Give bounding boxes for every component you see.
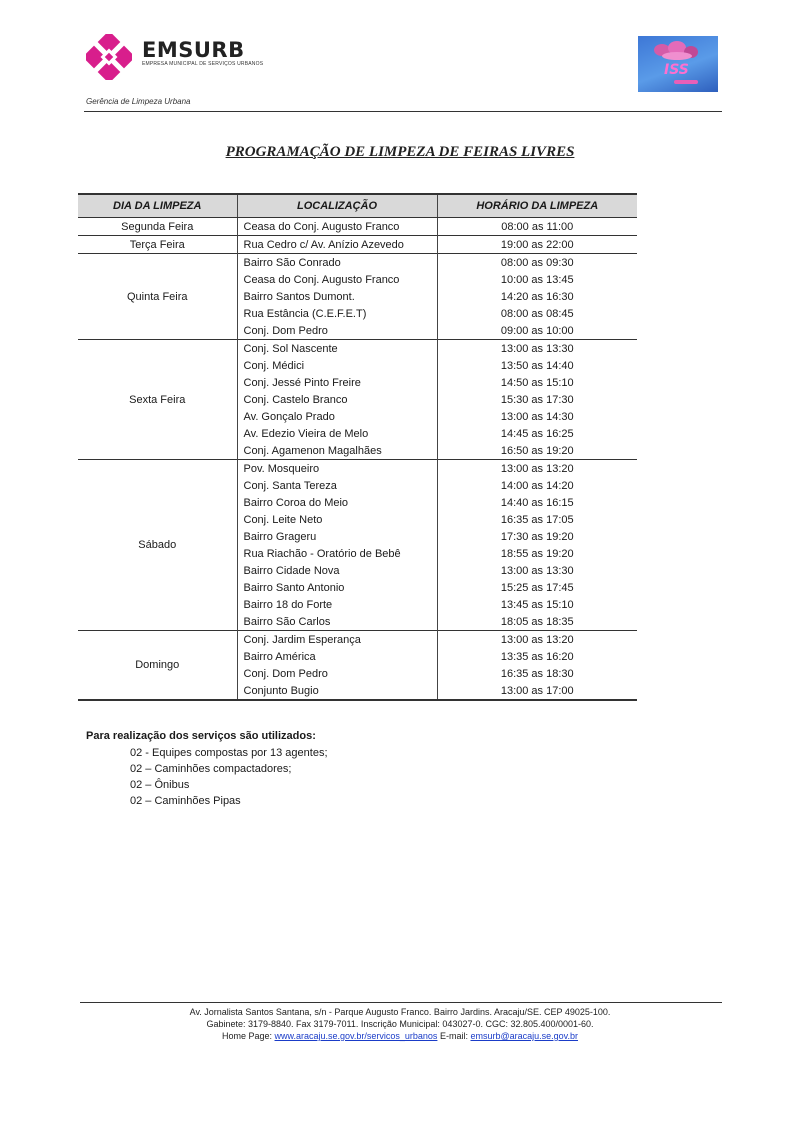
brand-subtitle: EMPRESA MUNICIPAL DE SERVIÇOS URBANOS <box>142 61 264 67</box>
column-header-day: DIA DA LIMPEZA <box>78 194 237 218</box>
schedule-body <box>78 218 637 701</box>
email-link[interactable]: emsurb@aracaju.se.gov.br <box>470 1031 579 1041</box>
home-page-link[interactable]: www.aracaju.se.gov.br/servicos_urbanos <box>274 1031 438 1041</box>
table-row <box>78 340 637 358</box>
table-row <box>78 236 637 254</box>
time-cell: 19:00 as 22:00 <box>437 236 637 254</box>
time-cell: 14:20 as 16:30 <box>437 288 637 305</box>
time-cell: 14:45 as 16:25 <box>437 425 637 442</box>
time-cell: 13:00 as 13:20 <box>437 631 637 649</box>
location-cell: Conjunto Bugio <box>237 682 437 700</box>
table-row <box>78 460 637 478</box>
resources-section <box>86 730 328 809</box>
location-cell: Rua Riachão - Oratório de Bebê <box>237 545 437 562</box>
list-item: 02 – Ônibus <box>130 779 190 791</box>
badge-text: ISS <box>664 62 689 78</box>
resources-intro: Para realização dos serviços são utilizados: <box>86 730 316 742</box>
location-cell: Bairro 18 do Forte <box>237 596 437 613</box>
day-cell: Domingo <box>78 631 237 701</box>
location-cell: Conj. Leite Neto <box>237 511 437 528</box>
day-cell: Segunda Feira <box>78 218 237 236</box>
time-cell: 13:45 as 15:10 <box>437 596 637 613</box>
table-row <box>78 631 637 649</box>
logo-cross-icon <box>86 34 132 80</box>
location-cell: Bairro Grageru <box>237 528 437 545</box>
time-cell: 13:50 as 14:40 <box>437 357 637 374</box>
time-cell: 16:35 as 17:05 <box>437 511 637 528</box>
location-cell: Bairro São Conrado <box>237 254 437 272</box>
column-header-location: LOCALIZAÇÃO <box>237 194 437 218</box>
day-cell: Terça Feira <box>78 236 237 254</box>
time-cell: 13:00 as 13:30 <box>437 340 637 358</box>
schedule-table <box>78 193 637 701</box>
location-cell: Conj. Santa Tereza <box>237 477 437 494</box>
time-cell: 08:00 as 09:30 <box>437 254 637 272</box>
time-cell: 16:35 as 18:30 <box>437 665 637 682</box>
location-cell: Conj. Jessé Pinto Freire <box>237 374 437 391</box>
time-cell: 14:40 as 16:15 <box>437 494 637 511</box>
location-cell: Conj. Médici <box>237 357 437 374</box>
time-cell: 16:50 as 19:20 <box>437 442 637 460</box>
day-cell: Sábado <box>78 460 237 631</box>
footer-address: Av. Jornalista Santos Santana, s/n - Parque Augusto Franco. Bairro Jardins. Aracaju/SE. CEP 49025-100. <box>189 1007 611 1017</box>
location-cell: Bairro Cidade Nova <box>237 562 437 579</box>
column-header-time: HORÁRIO DA LIMPEZA <box>437 194 637 218</box>
time-cell: 14:00 as 14:20 <box>437 477 637 494</box>
header-divider <box>84 111 722 112</box>
time-cell: 15:30 as 17:30 <box>437 391 637 408</box>
time-cell: 13:35 as 16:20 <box>437 648 637 665</box>
page-title <box>0 144 800 161</box>
page-title-text: PROGRAMAÇÃO DE LIMPEZA DE FEIRAS LIVRES <box>225 144 575 160</box>
time-cell: 15:25 as 17:45 <box>437 579 637 596</box>
footer <box>0 1006 800 1042</box>
location-cell: Pov. Mosqueiro <box>237 460 437 478</box>
location-cell: Ceasa do Conj. Augusto Franco <box>237 218 437 236</box>
time-cell: 18:55 as 19:20 <box>437 545 637 562</box>
time-cell: 13:00 as 17:00 <box>437 682 637 700</box>
location-cell: Bairro América <box>237 648 437 665</box>
day-cell: Sexta Feira <box>78 340 237 460</box>
iss-badge-logo <box>638 36 718 92</box>
time-cell: 13:00 as 13:20 <box>437 460 637 478</box>
table-header-row <box>78 194 637 218</box>
time-cell: 10:00 as 13:45 <box>437 271 637 288</box>
time-cell: 09:00 as 10:00 <box>437 322 637 340</box>
location-cell: Av. Gonçalo Prado <box>237 408 437 425</box>
location-cell: Bairro São Carlos <box>237 613 437 631</box>
list-item: 02 – Caminhões Pipas <box>130 795 241 807</box>
location-cell: Conj. Jardim Esperança <box>237 631 437 649</box>
list-item: 02 - Equipes compostas por 13 agentes; <box>130 747 328 759</box>
location-cell: Bairro Coroa do Meio <box>237 494 437 511</box>
table-row <box>78 254 637 272</box>
time-cell: 08:00 as 08:45 <box>437 305 637 322</box>
day-cell: Quinta Feira <box>78 254 237 340</box>
footer-links <box>0 1030 800 1042</box>
department-name: Gerência de Limpeza Urbana <box>86 97 191 106</box>
list-item: 02 – Caminhões compactadores; <box>130 763 292 775</box>
time-cell: 13:00 as 13:30 <box>437 562 637 579</box>
location-cell: Av. Edezio Vieira de Melo <box>237 425 437 442</box>
table-row <box>78 218 637 236</box>
email-label: E-mail: <box>439 1031 468 1041</box>
location-cell: Conj. Castelo Branco <box>237 391 437 408</box>
location-cell: Conj. Sol Nascente <box>237 340 437 358</box>
location-cell: Rua Cedro c/ Av. Anízio Azevedo <box>237 236 437 254</box>
location-cell: Conj. Dom Pedro <box>237 322 437 340</box>
location-cell: Rua Estância (C.E.F.E.T) <box>237 305 437 322</box>
time-cell: 13:00 as 14:30 <box>437 408 637 425</box>
emsurb-logo <box>86 34 132 80</box>
resources-list <box>86 745 328 809</box>
location-cell: Bairro Santo Antonio <box>237 579 437 596</box>
time-cell: 18:05 as 18:35 <box>437 613 637 631</box>
location-cell: Bairro Santos Dumont. <box>237 288 437 305</box>
location-cell: Conj. Dom Pedro <box>237 665 437 682</box>
brand-name: EMSURB <box>142 38 245 62</box>
home-page-label: Home Page: <box>221 1031 272 1041</box>
time-cell: 17:30 as 19:20 <box>437 528 637 545</box>
footer-contacts: Gabinete: 3179-8840. Fax 3179-7011. Inscrição Municipal: 043027-0. CGC: 32.805.400/0001-60. <box>206 1019 594 1029</box>
location-cell: Ceasa do Conj. Augusto Franco <box>237 271 437 288</box>
footer-divider <box>80 1002 722 1003</box>
time-cell: 08:00 as 11:00 <box>437 218 637 236</box>
time-cell: 14:50 as 15:10 <box>437 374 637 391</box>
location-cell: Conj. Agamenon Magalhães <box>237 442 437 460</box>
